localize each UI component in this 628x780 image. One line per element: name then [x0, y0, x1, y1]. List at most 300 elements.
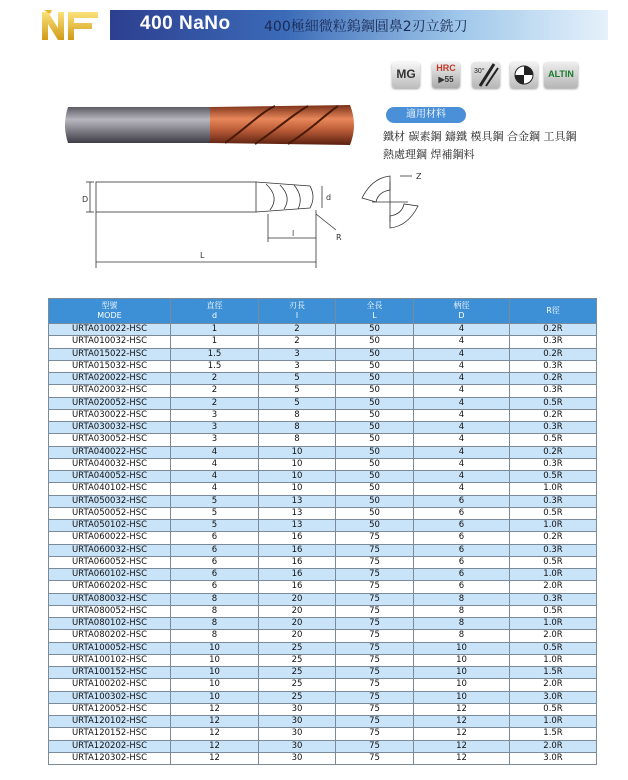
cell-flute-length: 2 [259, 324, 336, 336]
header-overall-length [336, 299, 414, 324]
table-row [49, 752, 597, 764]
cell-model: URTA050052-HSC [49, 507, 171, 519]
cell-model: URTA120102-HSC [49, 716, 171, 728]
cell-diameter: 5 [171, 507, 259, 519]
cell-overall-length: 50 [336, 348, 414, 360]
cell-diameter: 4 [171, 483, 259, 495]
cell-shank-diameter: 12 [414, 740, 510, 752]
cell-flute-length: 8 [259, 422, 336, 434]
cell-shank-diameter: 6 [414, 556, 510, 568]
header-flute-length [259, 299, 336, 324]
cell-diameter: 4 [171, 446, 259, 458]
cell-model: URTA020052-HSC [49, 397, 171, 409]
cell-overall-length: 75 [336, 618, 414, 630]
cell-diameter: 5 [171, 520, 259, 532]
cell-overall-length: 50 [336, 336, 414, 348]
cell-model: URTA010032-HSC [49, 336, 171, 348]
product-description: 400極細微粒鎢鋼圓鼻2刃立銑刀 [264, 19, 468, 35]
table-row [49, 556, 597, 568]
cell-flute-length: 16 [259, 556, 336, 568]
cell-radius: 0.3R [510, 458, 597, 470]
cell-flute-length: 30 [259, 728, 336, 740]
cell-model: URTA080032-HSC [49, 593, 171, 605]
cell-diameter: 6 [171, 544, 259, 556]
cell-diameter: 3 [171, 409, 259, 421]
cell-diameter: 2 [171, 385, 259, 397]
cell-model: URTA080052-HSC [49, 605, 171, 617]
cell-shank-diameter: 10 [414, 654, 510, 666]
cell-shank-diameter: 8 [414, 630, 510, 642]
shank-diameter-label: D [82, 195, 89, 204]
cell-diameter: 10 [171, 642, 259, 654]
table-row [49, 630, 597, 642]
cell-flute-length: 5 [259, 397, 336, 409]
cell-shank-diameter: 8 [414, 605, 510, 617]
cell-diameter: 12 [171, 740, 259, 752]
table-row [49, 373, 597, 385]
cell-flute-length: 30 [259, 752, 336, 764]
header-flute-length-zh: 刃長 [289, 301, 305, 310]
cell-radius: 1.0R [510, 618, 597, 630]
cell-model: URTA030052-HSC [49, 434, 171, 446]
cell-flute-length: 25 [259, 679, 336, 691]
cell-radius: 0.2R [510, 373, 597, 385]
coating-badge-label: ALTIN [548, 69, 574, 79]
cell-flute-length: 3 [259, 360, 336, 372]
table-row [49, 642, 597, 654]
cell-model: URTA100202-HSC [49, 679, 171, 691]
cell-overall-length: 75 [336, 654, 414, 666]
header-diameter-en: d [211, 311, 218, 320]
cell-overall-length: 50 [336, 507, 414, 519]
end-view-drawing [350, 168, 440, 238]
cell-diameter: 1 [171, 336, 259, 348]
materials-line-2: 熱處理鋼 焊補鋼料 [383, 148, 475, 161]
table-row [49, 385, 597, 397]
cell-radius: 2.0R [510, 740, 597, 752]
cell-radius: 1.0R [510, 520, 597, 532]
cell-shank-diameter: 6 [414, 532, 510, 544]
cell-shank-diameter: 4 [414, 458, 510, 470]
table-row [49, 397, 597, 409]
cell-overall-length: 50 [336, 495, 414, 507]
cell-shank-diameter: 6 [414, 507, 510, 519]
corner-radius-label: R [336, 233, 342, 242]
cell-radius: 0.5R [510, 642, 597, 654]
cell-overall-length: 50 [336, 483, 414, 495]
header-shank-diameter-en: D [458, 311, 465, 320]
cell-flute-length: 8 [259, 409, 336, 421]
cell-shank-diameter: 4 [414, 385, 510, 397]
cell-overall-length: 50 [336, 471, 414, 483]
cell-radius: 1.0R [510, 654, 597, 666]
table-row [49, 458, 597, 470]
cell-model: URTA020032-HSC [49, 385, 171, 397]
cell-overall-length: 50 [336, 397, 414, 409]
cell-flute-length: 3 [259, 348, 336, 360]
cell-overall-length: 50 [336, 520, 414, 532]
cell-overall-length: 50 [336, 373, 414, 385]
cell-overall-length: 75 [336, 642, 414, 654]
cutting-diameter-label: d [326, 193, 332, 202]
cell-model: URTA020022-HSC [49, 373, 171, 385]
table-row [49, 360, 597, 372]
cell-diameter: 2 [171, 397, 259, 409]
cell-radius: 1.0R [510, 716, 597, 728]
cell-diameter: 5 [171, 495, 259, 507]
cell-flute-length: 16 [259, 532, 336, 544]
cell-flute-length: 30 [259, 740, 336, 752]
cell-radius: 0.3R [510, 544, 597, 556]
cell-diameter: 6 [171, 569, 259, 581]
cell-model: URTA100152-HSC [49, 667, 171, 679]
table-row [49, 336, 597, 348]
cell-diameter: 12 [171, 728, 259, 740]
cell-radius: 0.5R [510, 605, 597, 617]
cell-overall-length: 75 [336, 716, 414, 728]
cell-shank-diameter: 6 [414, 520, 510, 532]
cell-shank-diameter: 4 [414, 373, 510, 385]
product-code: 400 NaNo [140, 13, 231, 34]
cell-shank-diameter: 8 [414, 618, 510, 630]
header-shank-diameter [414, 299, 510, 324]
cell-radius: 0.2R [510, 532, 597, 544]
table-row [49, 495, 597, 507]
cell-model: URTA100302-HSC [49, 691, 171, 703]
cell-overall-length: 50 [336, 360, 414, 372]
table-row [49, 581, 597, 593]
table-row [49, 520, 597, 532]
cell-shank-diameter: 4 [414, 483, 510, 495]
cell-model: URTA100102-HSC [49, 654, 171, 666]
flute-count-label: Z [416, 172, 422, 181]
cell-model: URTA120302-HSC [49, 752, 171, 764]
cell-model: URTA040022-HSC [49, 446, 171, 458]
cell-model: URTA080102-HSC [49, 618, 171, 630]
cell-radius: 1.0R [510, 569, 597, 581]
cell-radius: 0.2R [510, 446, 597, 458]
header-model [49, 299, 171, 324]
cell-radius: 3.0R [510, 691, 597, 703]
cell-shank-diameter: 4 [414, 446, 510, 458]
table-row [49, 654, 597, 666]
cell-flute-length: 2 [259, 336, 336, 348]
table-row [49, 422, 597, 434]
mg-badge [392, 62, 420, 88]
table-body [49, 324, 597, 765]
mg-badge-label: MG [396, 67, 416, 81]
feature-badges [392, 62, 592, 90]
cell-flute-length: 25 [259, 654, 336, 666]
header-flute-length-en: l [295, 311, 299, 320]
cell-shank-diameter: 12 [414, 728, 510, 740]
cell-overall-length: 75 [336, 703, 414, 715]
cell-radius: 0.3R [510, 336, 597, 348]
header-radius-zh: R徑 [546, 306, 560, 315]
hrc-badge-value: ▶55 [438, 75, 454, 84]
cell-shank-diameter: 6 [414, 544, 510, 556]
cell-shank-diameter: 12 [414, 716, 510, 728]
cell-diameter: 1.5 [171, 360, 259, 372]
header-model-en: MODE [97, 311, 122, 320]
cell-diameter: 12 [171, 716, 259, 728]
cell-shank-diameter: 4 [414, 336, 510, 348]
table-row [49, 544, 597, 556]
cell-shank-diameter: 4 [414, 471, 510, 483]
cell-flute-length: 5 [259, 373, 336, 385]
cell-model: URTA030022-HSC [49, 409, 171, 421]
cell-diameter: 6 [171, 581, 259, 593]
cell-diameter: 3 [171, 422, 259, 434]
cell-diameter: 4 [171, 458, 259, 470]
cell-diameter: 3 [171, 434, 259, 446]
cell-flute-length: 20 [259, 593, 336, 605]
cell-flute-length: 13 [259, 520, 336, 532]
cell-radius: 0.2R [510, 409, 597, 421]
table-row [49, 446, 597, 458]
cell-diameter: 12 [171, 752, 259, 764]
cell-overall-length: 50 [336, 324, 414, 336]
cell-radius: 0.5R [510, 703, 597, 715]
cell-flute-length: 30 [259, 716, 336, 728]
cell-flute-length: 25 [259, 642, 336, 654]
cell-overall-length: 75 [336, 593, 414, 605]
header-model-zh: 型號 [101, 301, 118, 310]
cell-diameter: 1.5 [171, 348, 259, 360]
cell-overall-length: 50 [336, 385, 414, 397]
cell-flute-length: 20 [259, 630, 336, 642]
cell-radius: 1.5R [510, 728, 597, 740]
cell-overall-length: 75 [336, 569, 414, 581]
cell-model: URTA050032-HSC [49, 495, 171, 507]
cell-diameter: 10 [171, 667, 259, 679]
cell-model: URTA040052-HSC [49, 471, 171, 483]
cell-model: URTA120202-HSC [49, 740, 171, 752]
header-overall-length-en: L [372, 311, 377, 320]
cell-overall-length: 75 [336, 679, 414, 691]
cell-flute-length: 10 [259, 458, 336, 470]
table-row [49, 618, 597, 630]
cell-shank-diameter: 4 [414, 348, 510, 360]
header-shank-diameter-zh: 柄徑 [453, 301, 470, 310]
cell-diameter: 4 [171, 471, 259, 483]
cell-radius: 0.2R [510, 324, 597, 336]
hrc-badge-label: HRC [436, 63, 456, 73]
cell-flute-length: 8 [259, 434, 336, 446]
table-row [49, 507, 597, 519]
spec-table [48, 298, 597, 765]
cell-radius: 3.0R [510, 752, 597, 764]
cell-diameter: 10 [171, 679, 259, 691]
cell-overall-length: 75 [336, 752, 414, 764]
flute-badge [510, 62, 538, 88]
cell-diameter: 8 [171, 605, 259, 617]
cell-shank-diameter: 4 [414, 360, 510, 372]
header-radius [510, 299, 597, 324]
cell-overall-length: 75 [336, 544, 414, 556]
cell-radius: 0.3R [510, 593, 597, 605]
cell-radius: 0.5R [510, 471, 597, 483]
cell-shank-diameter: 8 [414, 593, 510, 605]
cell-diameter: 8 [171, 593, 259, 605]
brand-logo [40, 8, 102, 42]
cell-flute-length: 30 [259, 703, 336, 715]
cell-overall-length: 50 [336, 434, 414, 446]
overall-length-label: L [200, 251, 205, 260]
cell-radius: 0.3R [510, 385, 597, 397]
cell-flute-length: 10 [259, 471, 336, 483]
cell-model: URTA100052-HSC [49, 642, 171, 654]
header-diameter [171, 299, 259, 324]
cell-model: URTA120052-HSC [49, 703, 171, 715]
helix-angle-badge [472, 62, 500, 88]
hrc-badge [432, 62, 460, 88]
cell-radius: 0.5R [510, 434, 597, 446]
cell-radius: 2.0R [510, 581, 597, 593]
cell-radius: 1.0R [510, 483, 597, 495]
cell-model: URTA060022-HSC [49, 532, 171, 544]
cell-radius: 0.3R [510, 495, 597, 507]
materials-label: 適用材料 [386, 107, 466, 123]
cell-radius: 0.5R [510, 556, 597, 568]
cell-shank-diameter: 10 [414, 667, 510, 679]
table-row [49, 667, 597, 679]
cell-shank-diameter: 6 [414, 569, 510, 581]
cell-radius: 1.5R [510, 667, 597, 679]
cell-model: URTA010022-HSC [49, 324, 171, 336]
cell-shank-diameter: 6 [414, 581, 510, 593]
cell-model: URTA040102-HSC [49, 483, 171, 495]
cell-shank-diameter: 4 [414, 397, 510, 409]
cell-model: URTA080202-HSC [49, 630, 171, 642]
cell-shank-diameter: 10 [414, 642, 510, 654]
cell-model: URTA060032-HSC [49, 544, 171, 556]
cell-overall-length: 50 [336, 409, 414, 421]
table-row [49, 409, 597, 421]
cell-flute-length: 5 [259, 385, 336, 397]
coating-badge [544, 62, 578, 88]
cell-radius: 2.0R [510, 630, 597, 642]
cell-flute-length: 25 [259, 691, 336, 703]
cell-diameter: 12 [171, 703, 259, 715]
dimension-drawing [80, 172, 370, 272]
table-row [49, 679, 597, 691]
cell-model: URTA015022-HSC [49, 348, 171, 360]
cell-shank-diameter: 4 [414, 422, 510, 434]
cell-model: URTA030032-HSC [49, 422, 171, 434]
cell-shank-diameter: 12 [414, 703, 510, 715]
cell-diameter: 8 [171, 630, 259, 642]
header-overall-length-zh: 全長 [366, 301, 383, 310]
materials-line-1: 鐵材 碳素鋼 鑄鐵 模具鋼 合金鋼 工具鋼 [383, 130, 577, 143]
cell-shank-diameter: 10 [414, 679, 510, 691]
cell-diameter: 10 [171, 654, 259, 666]
table-row [49, 716, 597, 728]
cell-overall-length: 75 [336, 728, 414, 740]
cell-flute-length: 13 [259, 495, 336, 507]
cell-flute-length: 10 [259, 483, 336, 495]
cell-shank-diameter: 4 [414, 434, 510, 446]
table-row [49, 569, 597, 581]
cell-overall-length: 75 [336, 581, 414, 593]
cell-overall-length: 75 [336, 605, 414, 617]
header-diameter-zh: 直徑 [206, 301, 223, 310]
cell-overall-length: 75 [336, 740, 414, 752]
table-row [49, 324, 597, 336]
table-row [49, 471, 597, 483]
cell-model: URTA120152-HSC [49, 728, 171, 740]
cell-overall-length: 75 [336, 667, 414, 679]
table-row [49, 434, 597, 446]
cell-flute-length: 13 [259, 507, 336, 519]
cell-diameter: 6 [171, 532, 259, 544]
materials-list [383, 128, 613, 164]
cell-overall-length: 75 [336, 556, 414, 568]
cell-shank-diameter: 10 [414, 691, 510, 703]
cell-overall-length: 50 [336, 422, 414, 434]
cell-flute-length: 16 [259, 581, 336, 593]
cell-overall-length: 75 [336, 691, 414, 703]
table-row [49, 605, 597, 617]
flute-length-label: l [292, 229, 295, 238]
cell-radius: 0.3R [510, 360, 597, 372]
cell-model: URTA040032-HSC [49, 458, 171, 470]
cell-flute-length: 16 [259, 544, 336, 556]
cell-overall-length: 50 [336, 446, 414, 458]
cell-flute-length: 10 [259, 446, 336, 458]
cell-shank-diameter: 4 [414, 324, 510, 336]
cell-flute-length: 20 [259, 605, 336, 617]
cell-shank-diameter: 12 [414, 752, 510, 764]
table-row [49, 593, 597, 605]
cell-model: URTA050102-HSC [49, 520, 171, 532]
cell-diameter: 6 [171, 556, 259, 568]
table-row [49, 691, 597, 703]
cell-diameter: 2 [171, 373, 259, 385]
cell-model: URTA060052-HSC [49, 556, 171, 568]
table-row [49, 740, 597, 752]
table-row [49, 348, 597, 360]
cell-radius: 0.3R [510, 422, 597, 434]
end-mill-image [60, 95, 360, 155]
cell-diameter: 10 [171, 691, 259, 703]
cell-overall-length: 75 [336, 630, 414, 642]
cell-diameter: 1 [171, 324, 259, 336]
cell-radius: 2.0R [510, 679, 597, 691]
cell-model: URTA060102-HSC [49, 569, 171, 581]
cell-flute-length: 20 [259, 618, 336, 630]
helix-icon [472, 62, 500, 88]
table-row [49, 483, 597, 495]
cell-flute-length: 25 [259, 667, 336, 679]
cell-overall-length: 75 [336, 532, 414, 544]
cell-radius: 0.5R [510, 507, 597, 519]
cell-shank-diameter: 4 [414, 409, 510, 421]
cell-radius: 0.5R [510, 397, 597, 409]
table-row [49, 728, 597, 740]
cell-diameter: 8 [171, 618, 259, 630]
cell-model: URTA015032-HSC [49, 360, 171, 372]
helix-angle-label: 30° [474, 68, 485, 75]
table-row [49, 532, 597, 544]
two-flute-icon [510, 62, 538, 88]
title-bar [110, 10, 608, 40]
cell-model: URTA060202-HSC [49, 581, 171, 593]
table-header-row [49, 299, 597, 324]
cell-flute-length: 16 [259, 569, 336, 581]
table-row [49, 703, 597, 715]
cell-radius: 0.2R [510, 348, 597, 360]
